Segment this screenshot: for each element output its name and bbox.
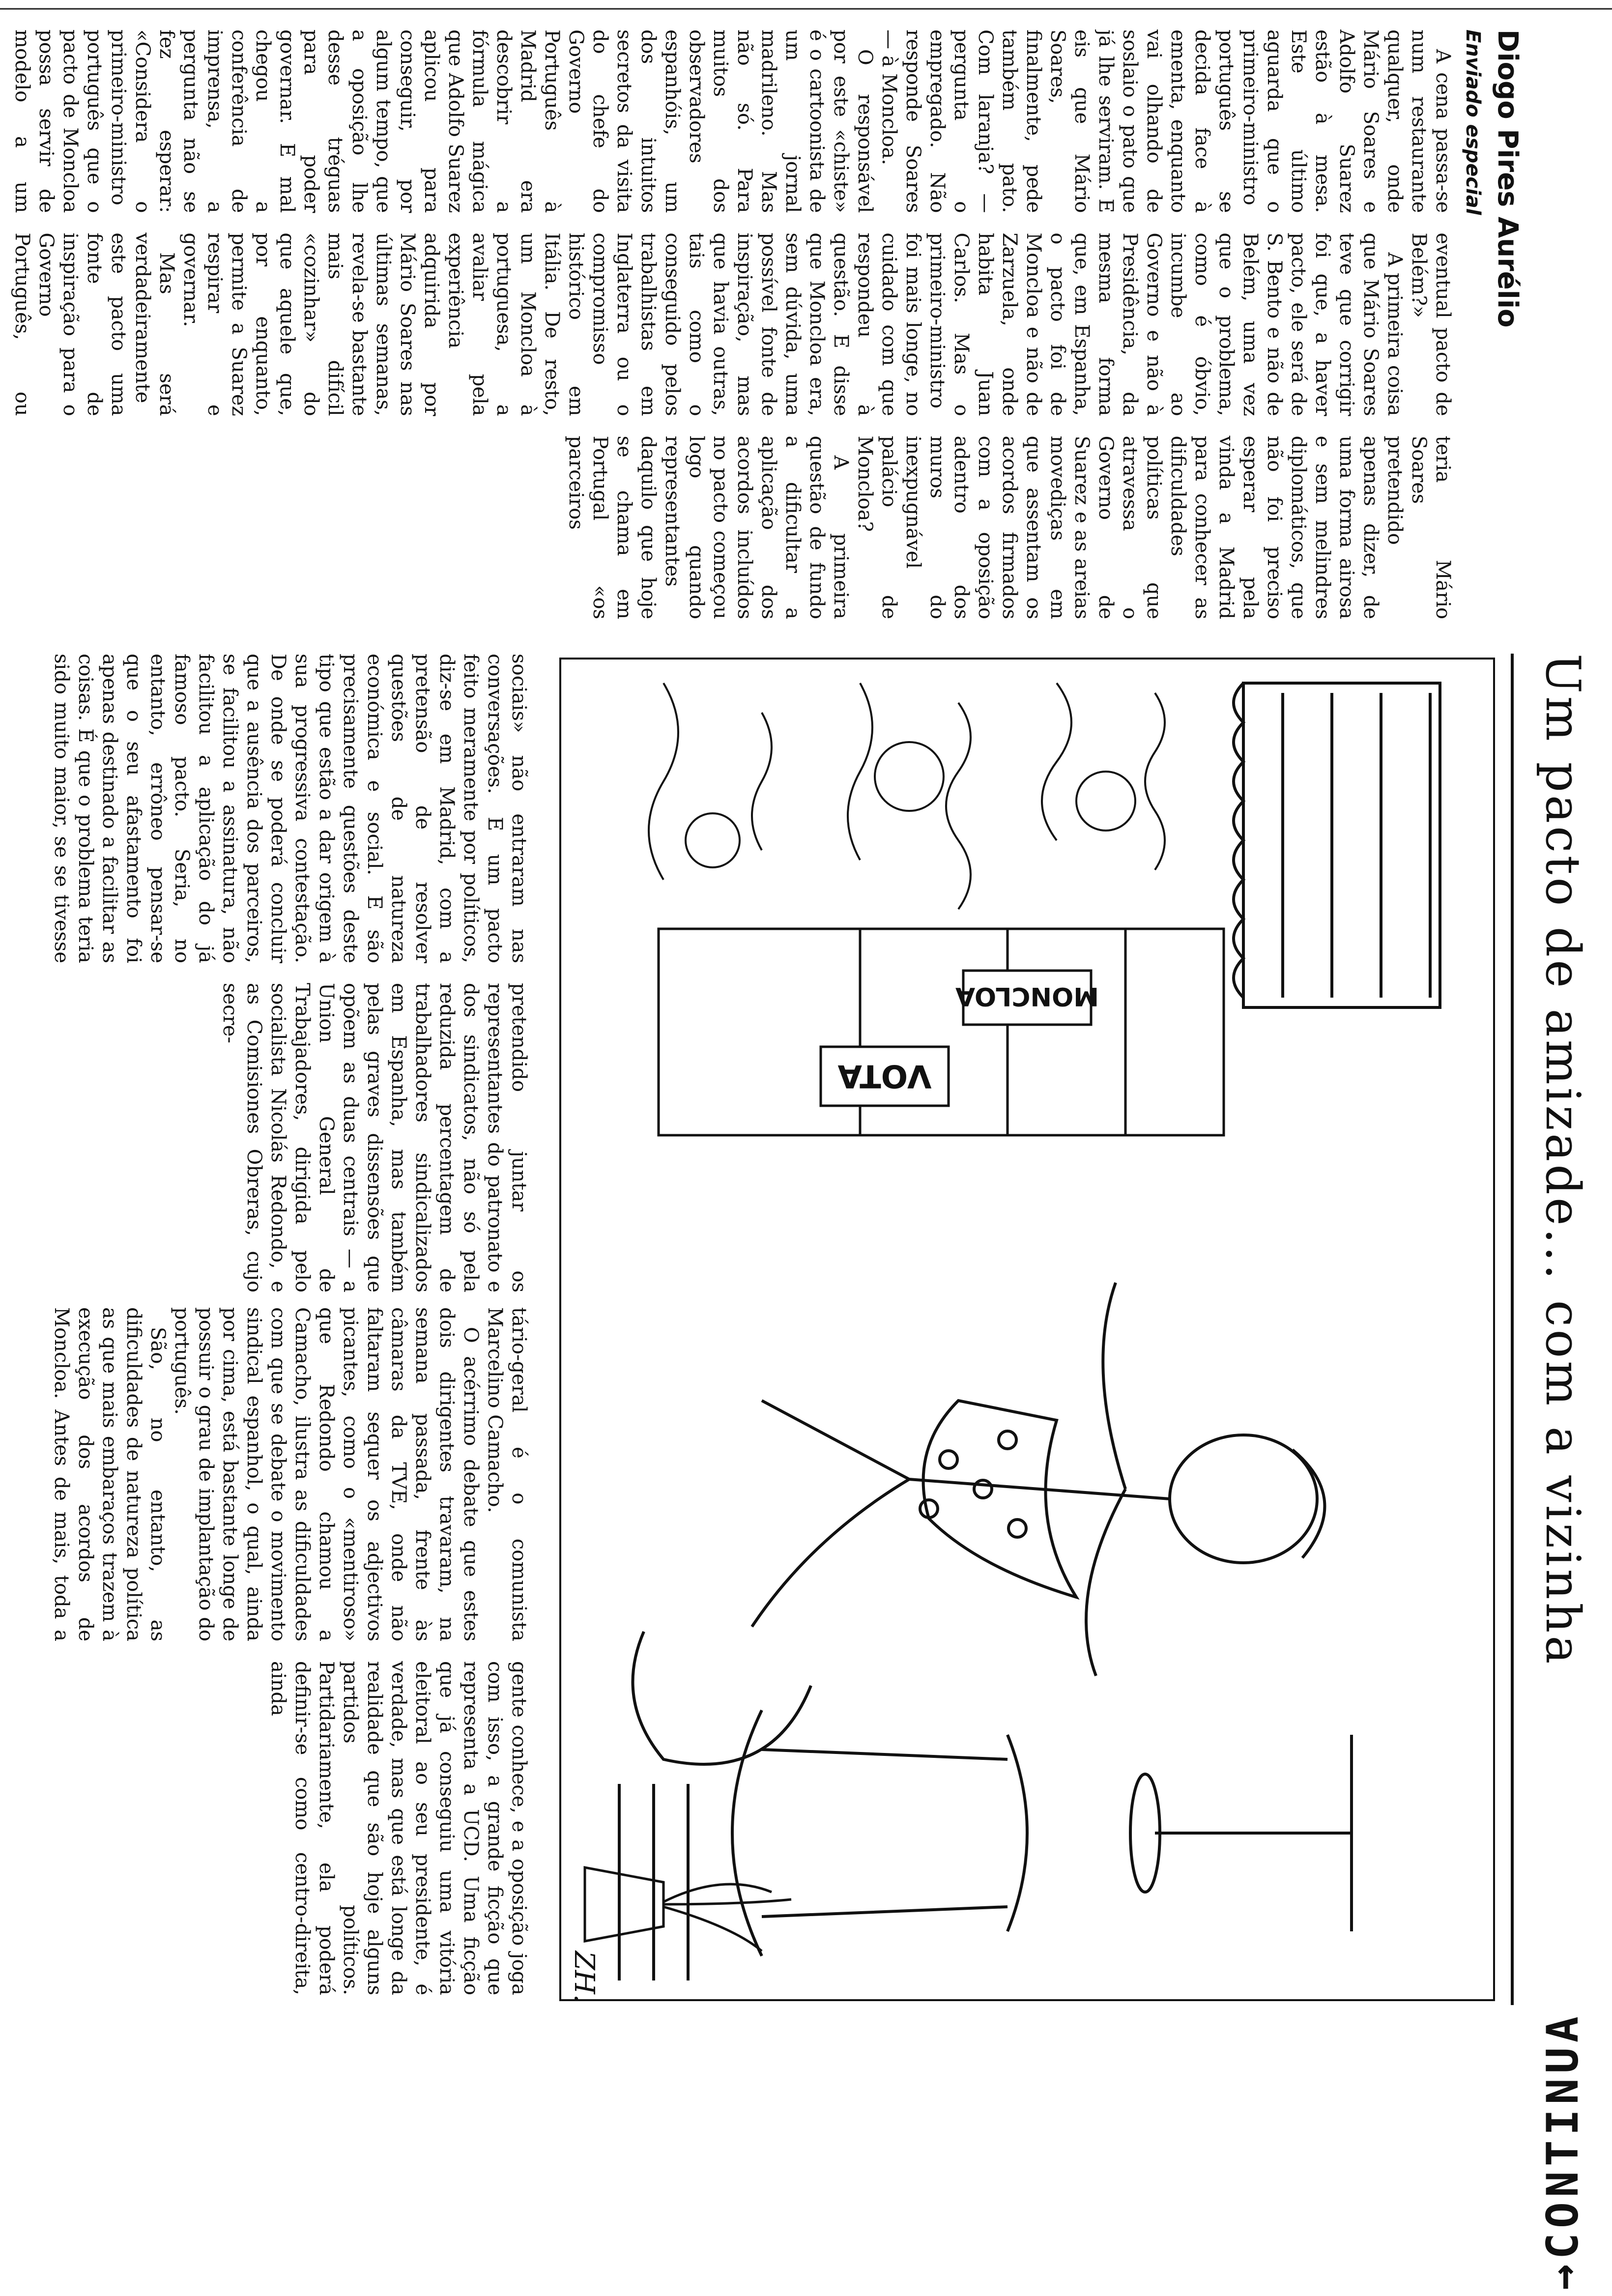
headline: Um pacto de amizade... com a vizinha [1535, 654, 1590, 1667]
byline: Diogo Pires Aurélio [1492, 29, 1524, 328]
paragraph: A cena passa-se num restaurante qualquer, onde Mário Soares e Adolfo Suarez estão à mesa. Este último aguarda que o primeiro-ministro português se decida face à ementa, enquanto vai olhando de soslaio o pato que já lhe serviram. E eis que Mário Soares, finalmente, pede também pato. Com laranja? — pergunta o empregado. Não responde Soares — à Moncloa. [878, 29, 1454, 213]
cartoon-illustration [555, 654, 1499, 2005]
placard-vota-text: VOTA [837, 1058, 932, 1094]
paragraph: São, no entanto, as dificuldades de natureza política as que mais embaraços trazem à execução dos acordos de Moncloa. Antes de mais, toda a gente conhece, e a oposição joga com isso, a grande ficção que representa a UCD. Uma ficção que já conseguiu uma vitória eleitoral ao seu presidente, é verdade, mas que está longe da realidade que são hoje alguns partidos políticos. Partidariamente, ela poderá definir-se como centro-direita, ainda [50, 1307, 530, 1995]
paragraph: O acérrimo debate que estes dois dirigentes travaram, na semana passada, frente às câmaras da TVE, onde não faltaram sequer os adjectivos picantes, como o «mentiroso» que Redondo chamou a Camacho, ilustra as dificuldades com que se debate o movimento sindical espanhol, o qual, ainda por cima, está bastante longe de possuir o grau de implantação do português. [171, 1307, 482, 1641]
continua-label: CONTINUA [1537, 2011, 1588, 2260]
paragraph: A primeira coisa que Mário Soares teve que corrigir foi que, a haver pacto, ele será de S. Bento e não de Belém, uma vez que o problema, como é óbvio, incumbe ao Governo e não à Presidência, da mesma forma que, em Espanha, o pacto foi de Moncloa e não de Zarzuela, onde habita Juan Carlos. Mas o primeiro-ministro foi mais longe, no cuidado com que respondeu à questão. E disse que Moncloa era, sem dúvida, uma possível fonte de inspiração, mas que havia outras, tais como o conseguido pelos trabalhistas em Inglaterra ou o compromisso histórico em Itália. De resto, um Moncloa à portuguesa, a avaliar pela experiência adquirida por Mário Soares nas últimas semanas, revela-se bastante mais difícil «cozinhar» do que aquele que, por enquanto, permite a Suarez respirar e governar. [179, 232, 1406, 416]
placard-vota [821, 1047, 949, 1106]
arrow-icon: → [1537, 2259, 1588, 2290]
dateline: Enviado especial [1462, 29, 1484, 215]
paragraph: tário-geral é o comunista Marcelino Camacho. [484, 1307, 530, 1641]
placard-moncloa-text: MONCLOA [955, 981, 1099, 1011]
headline-rule [1511, 654, 1514, 2005]
article-column-middle [39, 654, 531, 1292]
continua-annotation [1528, 2011, 1597, 2290]
paragraph: O responsável por este «chiste» é o cartoonista de um jornal madrileno. Mas não só. Para muitos dos observadores espanhóis, um dos intuitos secretos da visita do chefe do Governo Português à Madrid era descobrir a fórmula mágica que Adolfo Suarez aplicou para conseguir, por algum tempo, que a oposição lhe desse tréguas para poder governar. E mal chegou a conferência de imprensa, a pergunta não se fez esperar: «Considera o primeiro-ministro português que o pacto de Moncloa possa servir de modelo a um eventual pacto de Belém?» [11, 29, 1454, 416]
placard-moncloa [955, 971, 1099, 1025]
cartoon-signature: ZH. [568, 1951, 600, 2003]
article-column-left [5, 29, 1455, 619]
scan-edge [0, 0, 1612, 15]
paragraph: A primeira questão de fundo a dificultar a aplicação dos acordos incluídos no pacto começou logo quando representantes daquilo que hoje se chama em Portugal «os parceiros [565, 435, 852, 619]
paragraph: sociais» não entraram nas conversações. E um pacto feito meramente por políticos, diz-se em Madrid, com a pretensão de resolver questões de natureza económica e social. E são precisamente questões deste tipo que estão a dar origem à sua progressiva contestação. De onde se poderá concluir que a ausência dos parceiros, se facilitou a assinatura, não facilitou a aplicação do já famoso pacto. Seria, no entanto, errôneo pensar-se que o seu afastamento foi apenas destinado a facilitar as coisas. É que o problema teria sido muito maior, se se tivesse pretendido juntar os representantes do patronato e dos sindicatos, não só pela reduzida percentagem de trabalhadores sindicalizados em Espanha, mas também pelas graves dissensões que opõem as duas centrais — a Union General de Trabajadores, dirigida pelo socialista Nicolás Redondo, e as Comisiones Obreras, cujo secre- [50, 654, 530, 1292]
article-column-right [39, 1307, 531, 1995]
paragraph: Mas será verdadeiramente este pacto uma fonte de inspiração para o Governo Português, ou teria Mário Soares pretendido apenas dizer, de uma forma airosa e sem melindres diplomáticos, que não foi preciso esperar pela vinda a Madrid para conhecer as dificuldades políticas que atravessa o Governo de Suarez e as areias movediças em que assentam os acordos firmados com a oposição adentro dos muros do inexpugnável palácio de Moncloa? [11, 232, 1454, 619]
